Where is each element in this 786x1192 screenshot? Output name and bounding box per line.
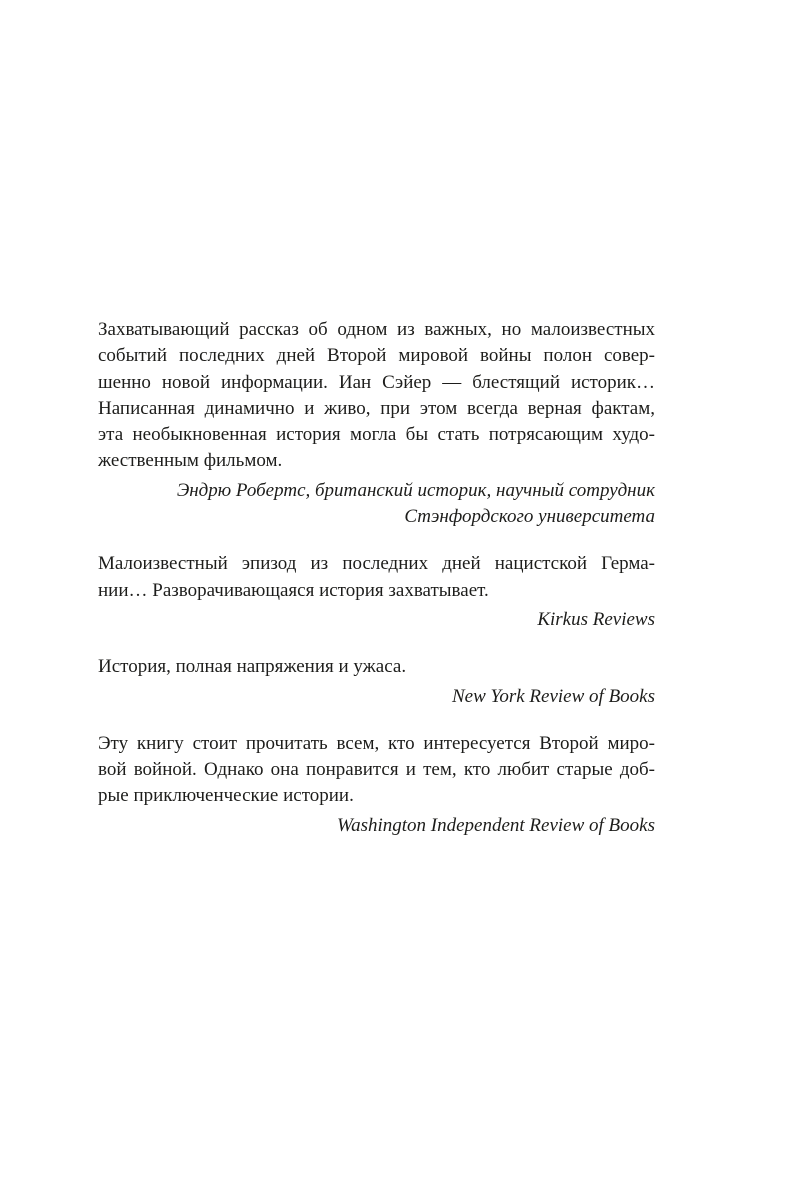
- quote-line: Эту книгу стоит прочитать всем, кто интересуется Второй миро-: [98, 732, 655, 754]
- quote-line: событий последних дней Второй мировой войны полон совер-: [98, 345, 655, 367]
- quote-line: рые приключенческие истории.: [98, 785, 354, 807]
- attribution-line: Стэнфордского университета: [404, 506, 655, 528]
- review-kirkus: [98, 551, 655, 633]
- quote-line: История, полная напряжения и ужаса.: [98, 656, 407, 678]
- review-nyrb: [98, 654, 655, 710]
- attribution-line: New York Review of Books: [452, 685, 655, 707]
- quote-text: [98, 317, 655, 475]
- reviews-block: [98, 317, 655, 839]
- quote-line: шенно новой информации. Иан Сэйер — блестящий историк…: [98, 371, 655, 393]
- quote-text: [98, 654, 655, 680]
- review-andrew-roberts: [98, 317, 655, 530]
- quote-text: [98, 551, 655, 604]
- quote-line: Малоизвестный эпизод из последних дней нацистской Герма-: [98, 553, 655, 575]
- quote-text: [98, 731, 655, 810]
- quote-attribution: [98, 684, 655, 710]
- review-wirb: [98, 731, 655, 839]
- quote-attribution: [98, 813, 655, 839]
- quote-line: Захватывающий рассказ об одном из важных, но малоизвестных: [98, 319, 655, 340]
- quote-line: Написанная динамично и живо, при этом всегда верная фактам,: [98, 397, 655, 419]
- quote-line: жественным фильмом.: [98, 450, 283, 472]
- quote-attribution: [98, 478, 655, 531]
- attribution-line: Washington Independent Review of Books: [336, 814, 655, 836]
- quote-line: эта необыкновенная история могла бы стать потрясающим худо-: [98, 424, 655, 446]
- attribution-line: Эндрю Робертс, британский историк, научный сотрудник: [176, 479, 655, 501]
- quote-attribution: [98, 607, 655, 633]
- quote-line: нии… Разворачивающаяся история захватывает.: [98, 579, 489, 601]
- quote-line: вой войной. Однако она понравится и тем, кто любит старые доб-: [98, 759, 655, 781]
- attribution-line: Kirkus Reviews: [537, 608, 655, 630]
